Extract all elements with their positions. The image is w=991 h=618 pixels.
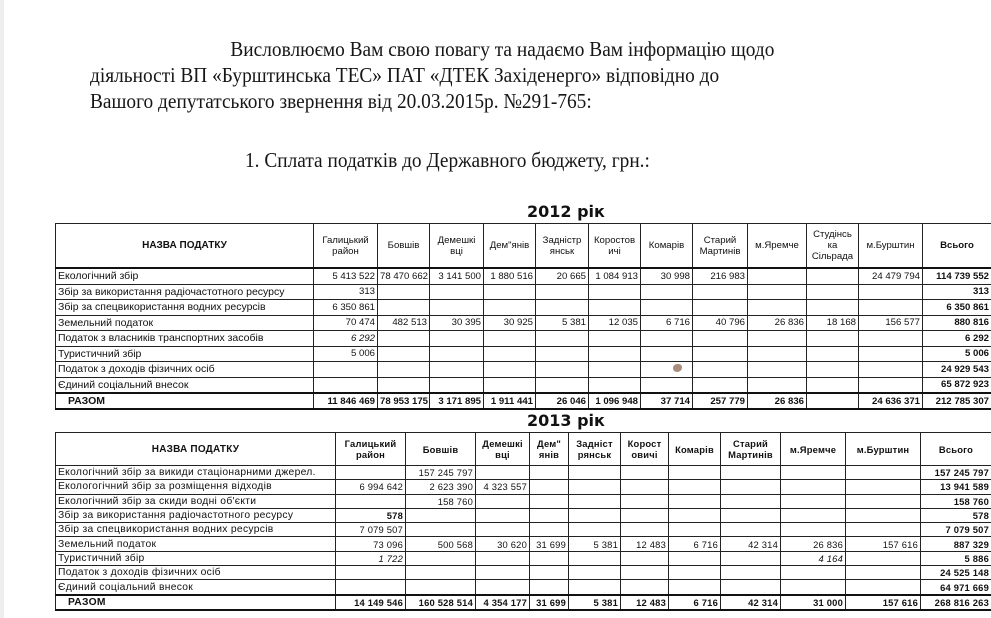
value-cell [621, 494, 669, 508]
value-cell: 12 483 [621, 537, 669, 551]
value-cell: 6 292 [314, 331, 378, 347]
row-total-cell: 64 971 669 [921, 580, 991, 595]
table-row [56, 268, 991, 284]
table-row [56, 523, 991, 537]
value-cell [378, 331, 430, 347]
value-cell [336, 580, 406, 595]
row-total-cell: 24 929 543 [923, 362, 991, 378]
total-value-cell: 42 314 [721, 595, 781, 611]
value-cell [589, 331, 641, 347]
value-cell [530, 466, 569, 480]
row-total-cell: 7 079 507 [921, 523, 991, 537]
column-header: м.Бурштин [859, 224, 923, 269]
value-cell: 157 245 797 [406, 466, 476, 480]
column-header: Комарів [669, 433, 721, 466]
value-cell: 156 577 [859, 315, 923, 331]
value-cell [484, 362, 536, 378]
value-cell [621, 551, 669, 565]
intro-line-1: Висловлюємо Вам свою повагу та надаємо Вам інформацію щодо [230, 37, 775, 61]
value-cell [406, 523, 476, 537]
value-cell [536, 300, 589, 316]
value-cell [859, 377, 923, 393]
value-cell [721, 466, 781, 480]
value-cell: 216 983 [693, 268, 748, 284]
column-header: Старий Мартинів [693, 224, 748, 269]
total-value-cell: 6 716 [669, 595, 721, 611]
value-cell [846, 580, 921, 595]
tax-name-cell: Єдиний соціальний внесок [56, 377, 314, 393]
total-value-cell: 26 836 [748, 393, 807, 409]
value-cell [693, 346, 748, 362]
value-cell [569, 580, 621, 595]
value-cell [669, 523, 721, 537]
value-cell [476, 523, 530, 537]
value-cell: 24 479 794 [859, 268, 923, 284]
value-cell [430, 362, 484, 378]
value-cell [406, 551, 476, 565]
total-value-cell: 1 096 948 [589, 393, 641, 409]
column-header: м.Бурштин [846, 433, 921, 466]
value-cell [669, 551, 721, 565]
value-cell: 482 513 [378, 315, 430, 331]
value-cell [621, 480, 669, 494]
total-row [56, 595, 991, 611]
row-total-cell: 13 941 589 [921, 480, 991, 494]
total-value-cell: 78 953 175 [378, 393, 430, 409]
tax-name-cell: Збір за спецвикористання водних ресурсів [56, 523, 336, 537]
value-cell [669, 480, 721, 494]
value-cell [641, 377, 693, 393]
table-row [56, 537, 991, 551]
table-row [56, 315, 991, 331]
column-header: Задніст рянськ [569, 433, 621, 466]
total-value-cell: 212 785 307 [923, 393, 991, 409]
row-total-cell: 24 525 148 [921, 566, 991, 580]
value-cell [721, 551, 781, 565]
column-header: Бовшів [406, 433, 476, 466]
value-cell [406, 566, 476, 580]
value-cell [536, 284, 589, 300]
table-row [56, 566, 991, 580]
column-header: Дем"янів [484, 224, 536, 269]
value-cell [693, 284, 748, 300]
column-header-name: НАЗВА ПОДАТКУ [56, 224, 314, 269]
value-cell [781, 494, 846, 508]
value-cell [430, 331, 484, 347]
value-cell [589, 284, 641, 300]
value-cell [807, 362, 859, 378]
value-cell: 18 168 [807, 315, 859, 331]
value-cell [476, 494, 530, 508]
table-row [56, 551, 991, 565]
row-total-cell: 887 329 [921, 537, 991, 551]
value-cell: 313 [314, 284, 378, 300]
column-header: Задністр янськ [536, 224, 589, 269]
value-cell [430, 284, 484, 300]
column-header: Дем" янів [530, 433, 569, 466]
value-cell [781, 523, 846, 537]
value-cell [484, 331, 536, 347]
value-cell [530, 508, 569, 522]
value-cell [476, 566, 530, 580]
value-cell [314, 362, 378, 378]
value-cell [569, 508, 621, 522]
column-header: Галицький район [336, 433, 406, 466]
column-header-name: НАЗВА ПОДАТКУ [56, 433, 336, 466]
value-cell [569, 566, 621, 580]
total-value-cell [807, 393, 859, 409]
value-cell [669, 494, 721, 508]
value-cell [621, 508, 669, 522]
value-cell [378, 377, 430, 393]
value-cell [807, 377, 859, 393]
value-cell: 4 323 557 [476, 480, 530, 494]
row-total-cell: 880 816 [923, 315, 991, 331]
row-total-cell: 157 245 797 [921, 466, 991, 480]
total-value-cell: 4 354 177 [476, 595, 530, 611]
value-cell [569, 466, 621, 480]
tax-name-cell: Єдиний соціальний внесок [56, 580, 336, 595]
value-cell [846, 466, 921, 480]
table-2012-title: 2012 рік [527, 202, 605, 221]
value-cell [530, 523, 569, 537]
value-cell: 1 880 516 [484, 268, 536, 284]
value-cell: 157 616 [846, 537, 921, 551]
value-cell [748, 284, 807, 300]
value-cell [859, 284, 923, 300]
value-cell: 7 079 507 [336, 523, 406, 537]
column-header: Старий Мартинів [721, 433, 781, 466]
value-cell: 3 141 500 [430, 268, 484, 284]
row-total-cell: 313 [923, 284, 991, 300]
value-cell [781, 580, 846, 595]
tax-name-cell: Податок з доходів фізичних осіб [56, 362, 314, 378]
value-cell [669, 466, 721, 480]
value-cell [859, 346, 923, 362]
row-total-cell: 578 [921, 508, 991, 522]
intro-line-2: діяльності ВП «Бурштинська ТЕС» ПАТ «ДТЕК Західенерго» відповідно до [90, 63, 720, 87]
value-cell [536, 346, 589, 362]
value-cell [530, 494, 569, 508]
value-cell [748, 362, 807, 378]
value-cell [589, 346, 641, 362]
row-total-cell: 5 006 [923, 346, 991, 362]
tax-name-cell: Податок з доходів фізичних осіб [56, 566, 336, 580]
value-cell [621, 580, 669, 595]
value-cell [641, 362, 693, 378]
value-cell [641, 284, 693, 300]
column-header: Студінсь ка Сільрада [807, 224, 859, 269]
tax-name-cell: Збір за спецвикористання водних ресурсів [56, 300, 314, 316]
value-cell: 2 623 390 [406, 480, 476, 494]
total-value-cell: 37 714 [641, 393, 693, 409]
value-cell [693, 331, 748, 347]
value-cell [476, 551, 530, 565]
total-value-cell: 11 846 469 [314, 393, 378, 409]
value-cell [336, 566, 406, 580]
table-row [56, 466, 991, 480]
value-cell [621, 566, 669, 580]
value-cell [781, 480, 846, 494]
total-row [56, 393, 991, 409]
value-cell [378, 346, 430, 362]
value-cell [484, 377, 536, 393]
value-cell [846, 566, 921, 580]
value-cell [530, 551, 569, 565]
value-cell [807, 300, 859, 316]
column-header: м.Яремче [781, 433, 846, 466]
value-cell [846, 494, 921, 508]
value-cell [406, 580, 476, 595]
value-cell: 158 760 [406, 494, 476, 508]
column-header: Всього [921, 433, 991, 466]
row-total-cell: 158 760 [921, 494, 991, 508]
value-cell [589, 300, 641, 316]
value-cell [378, 284, 430, 300]
value-cell [807, 284, 859, 300]
total-value-cell: 160 528 514 [406, 595, 476, 611]
value-cell [530, 566, 569, 580]
value-cell [430, 377, 484, 393]
total-label: РАЗОМ [56, 595, 336, 611]
table-row [56, 284, 991, 300]
column-header: м.Яремче [748, 224, 807, 269]
value-cell: 5 006 [314, 346, 378, 362]
table-row [56, 346, 991, 362]
value-cell [693, 377, 748, 393]
tax-name-cell: Екологічний збір [56, 268, 314, 284]
total-value-cell: 31 000 [781, 595, 846, 611]
value-cell: 26 836 [781, 537, 846, 551]
value-cell [378, 362, 430, 378]
value-cell [314, 377, 378, 393]
value-cell [721, 523, 781, 537]
value-cell: 42 314 [721, 537, 781, 551]
value-cell [669, 580, 721, 595]
column-header: Бовшів [378, 224, 430, 269]
value-cell [846, 551, 921, 565]
value-cell: 500 568 [406, 537, 476, 551]
tax-name-cell: Податок з власників транспортних засобів [56, 331, 314, 347]
total-value-cell: 24 636 371 [859, 393, 923, 409]
value-cell: 1 722 [336, 551, 406, 565]
value-cell [846, 480, 921, 494]
table-row [56, 300, 991, 316]
value-cell: 78 470 662 [378, 268, 430, 284]
value-cell [641, 346, 693, 362]
value-cell [641, 300, 693, 316]
value-cell [476, 466, 530, 480]
value-cell [641, 331, 693, 347]
value-cell: 30 998 [641, 268, 693, 284]
table-row [56, 580, 991, 595]
value-cell: 30 925 [484, 315, 536, 331]
value-cell: 5 381 [569, 537, 621, 551]
value-cell [859, 331, 923, 347]
intro-paragraph [90, 36, 828, 114]
tax-table-2013 [55, 432, 991, 611]
value-cell [569, 494, 621, 508]
row-total-cell: 6 292 [923, 331, 991, 347]
value-cell: 20 665 [536, 268, 589, 284]
value-cell: 40 796 [693, 315, 748, 331]
tax-name-cell: Збір за використання радіочастотного ресурсу [56, 284, 314, 300]
total-value-cell: 31 699 [530, 595, 569, 611]
tax-name-cell: Туристичний збір [56, 346, 314, 362]
value-cell [589, 362, 641, 378]
table-row [56, 508, 991, 522]
value-cell: 30 395 [430, 315, 484, 331]
tax-name-cell: Туристичний збір [56, 551, 336, 565]
value-cell [721, 480, 781, 494]
table-row [56, 331, 991, 347]
column-header: Демешкі вці [430, 224, 484, 269]
column-header: Галицький район [314, 224, 378, 269]
value-cell [669, 566, 721, 580]
value-cell [336, 466, 406, 480]
tax-name-cell: Земельний податок [56, 315, 314, 331]
value-cell [748, 331, 807, 347]
value-cell: 30 620 [476, 537, 530, 551]
value-cell [781, 508, 846, 522]
value-cell: 31 699 [530, 537, 569, 551]
value-cell [781, 566, 846, 580]
total-value-cell: 257 779 [693, 393, 748, 409]
value-cell [484, 284, 536, 300]
table-row [56, 480, 991, 494]
section-heading: 1. Сплата податків до Державного бюджету, грн.: [245, 148, 650, 172]
row-total-cell: 65 872 923 [923, 377, 991, 393]
value-cell [748, 268, 807, 284]
total-value-cell: 1 911 441 [484, 393, 536, 409]
value-cell: 12 035 [589, 315, 641, 331]
value-cell [484, 300, 536, 316]
tax-name-cell: Екологічний збір за викиди стаціонарними джерел. [56, 466, 336, 480]
value-cell [476, 580, 530, 595]
value-cell [569, 523, 621, 537]
table-row [56, 494, 991, 508]
total-value-cell: 157 616 [846, 595, 921, 611]
value-cell [859, 300, 923, 316]
value-cell [721, 580, 781, 595]
column-header: Корост овичі [621, 433, 669, 466]
table-2013-title: 2013 рік [527, 411, 605, 430]
tax-name-cell: Екологічний збір за скиди водні об'єкти [56, 494, 336, 508]
table-row [56, 377, 991, 393]
total-value-cell: 26 046 [536, 393, 589, 409]
value-cell: 73 096 [336, 537, 406, 551]
value-cell: 6 716 [669, 537, 721, 551]
value-cell: 578 [336, 508, 406, 522]
value-cell [406, 508, 476, 522]
column-header: Коростов ичі [589, 224, 641, 269]
intro-line-3: Вашого депутатського звернення від 20.03.2015р. №291-765: [90, 89, 592, 113]
value-cell [589, 377, 641, 393]
value-cell [530, 480, 569, 494]
table-row [56, 362, 991, 378]
column-header: Комарів [641, 224, 693, 269]
value-cell [748, 300, 807, 316]
value-cell [721, 508, 781, 522]
total-value-cell: 268 816 263 [921, 595, 991, 611]
value-cell: 6 350 861 [314, 300, 378, 316]
value-cell [807, 268, 859, 284]
value-cell [669, 508, 721, 522]
scan-edge [0, 0, 4, 618]
total-value-cell: 3 171 895 [430, 393, 484, 409]
value-cell [484, 346, 536, 362]
value-cell [536, 362, 589, 378]
value-cell [859, 362, 923, 378]
value-cell: 26 836 [748, 315, 807, 331]
row-total-cell: 114 739 552 [923, 268, 991, 284]
column-header: Демешкі вці [476, 433, 530, 466]
value-cell [721, 566, 781, 580]
tax-name-cell: Земельний податок [56, 537, 336, 551]
row-total-cell: 5 886 [921, 551, 991, 565]
value-cell: 70 474 [314, 315, 378, 331]
value-cell [536, 331, 589, 347]
value-cell [621, 523, 669, 537]
value-cell [846, 523, 921, 537]
table-header-row [56, 433, 991, 466]
value-cell [430, 300, 484, 316]
value-cell [530, 580, 569, 595]
value-cell [476, 508, 530, 522]
column-header: Всього [923, 224, 991, 269]
value-cell [621, 466, 669, 480]
value-cell [748, 346, 807, 362]
value-cell: 6 716 [641, 315, 693, 331]
total-value-cell: 12 483 [621, 595, 669, 611]
value-cell [807, 346, 859, 362]
value-cell [693, 300, 748, 316]
total-label: РАЗОМ [56, 393, 314, 409]
row-total-cell: 6 350 861 [923, 300, 991, 316]
value-cell: 1 084 913 [589, 268, 641, 284]
value-cell [748, 377, 807, 393]
value-cell: 5 381 [536, 315, 589, 331]
total-value-cell: 14 149 546 [336, 595, 406, 611]
value-cell [378, 300, 430, 316]
tax-table-2012 [55, 223, 991, 410]
value-cell [569, 551, 621, 565]
value-cell: 6 994 642 [336, 480, 406, 494]
tax-name-cell: Збір за використання радіочастотного ресурсу [56, 508, 336, 522]
tax-name-cell: Екологогічний збір за розміщення відходів [56, 480, 336, 494]
value-cell [807, 331, 859, 347]
value-cell [336, 494, 406, 508]
value-cell: 4 164 [781, 551, 846, 565]
total-value-cell: 5 381 [569, 595, 621, 611]
value-cell [536, 377, 589, 393]
value-cell [721, 494, 781, 508]
value-cell [430, 346, 484, 362]
value-cell: 5 413 522 [314, 268, 378, 284]
value-cell [693, 362, 748, 378]
value-cell [569, 480, 621, 494]
value-cell [781, 466, 846, 480]
value-cell [846, 508, 921, 522]
table-header-row [56, 224, 991, 269]
